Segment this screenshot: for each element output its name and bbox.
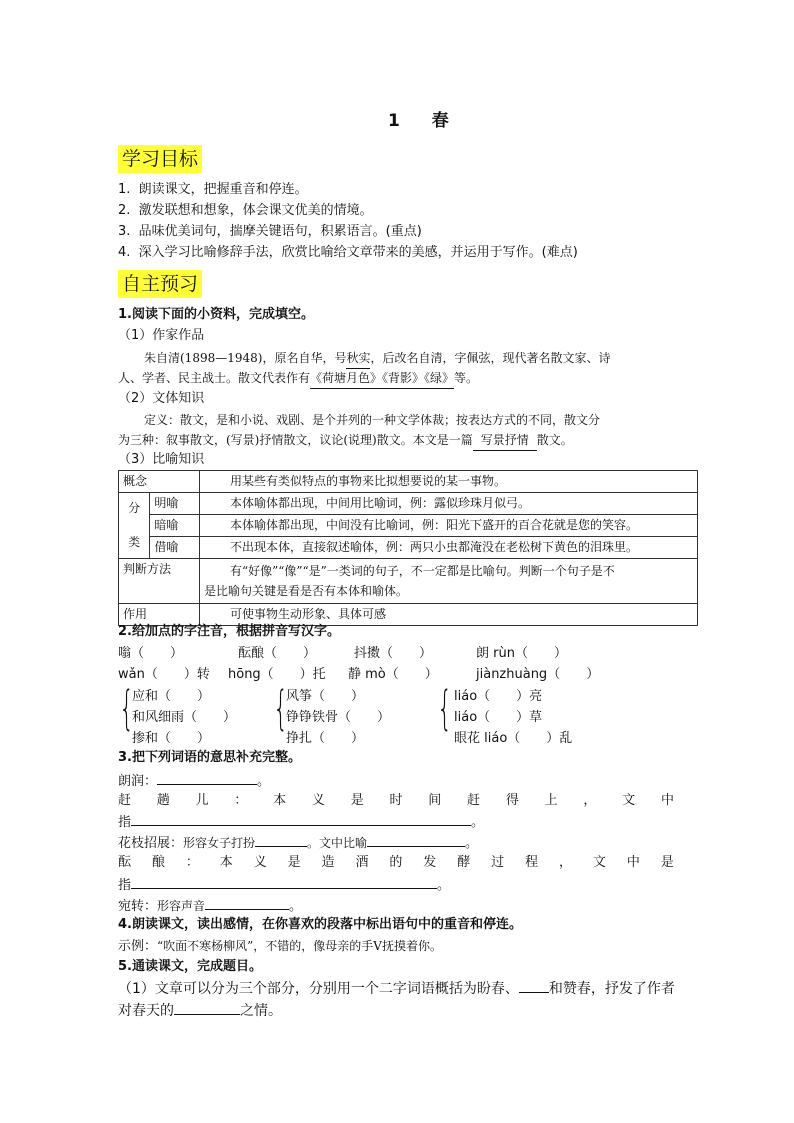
question-1-title: 1.阅读下面的小资料，完成填空。 [118,307,314,322]
pinyin-item: 嗡（ ） [118,646,184,661]
question-2-title: 2.给加点的字注音，根据拼音写汉字。 [118,624,340,639]
author-text-line1: 朱自清(1898—1948)，原名自华，号秋实，后改名自清，字佩弦，现代著名散文家、诗 [144,348,610,369]
answer-blank[interactable] [131,811,471,826]
answer-blank[interactable] [174,1000,240,1015]
polyphone-item: 掺和（ ） [132,731,211,746]
answer-blank[interactable] [157,770,257,785]
pinyin-item: 静 mò（ ） [348,667,438,682]
vocab-yunniang-line2: 指 。 [118,874,450,896]
answer-blank[interactable] [255,832,307,847]
pinyin-row-1 [118,644,567,664]
pinyin-item: 酝酿（ ） [238,646,317,661]
table-row [119,559,698,604]
table-label-an: 暗喻 [150,515,200,537]
goal-item: 2. 激发联想和想象，体会课文优美的情境。 [118,203,373,218]
question-4-title: 4.朗读课文，读出感情，在你喜欢的段落中标出语句中的重音和停连。 [118,917,522,932]
goal-item: 3. 品味优美词句，揣摩关键语句，积累语言。(重点) [118,224,422,239]
polyphone-item: 应和（ ） [132,689,211,704]
subheading-genre: （2）文体知识 [118,391,205,406]
answer-blank[interactable] [205,895,289,910]
polyphone-item: 挣扎（ ） [286,731,365,746]
vocab-ganqu-line1: 赶 趟 儿 ： 本 义 是 时 间 赶 得 上 ， 文 中 [118,793,674,808]
table-label-ming: 明喻 [150,493,200,515]
q5-line1: （1）文章可以分为三个部分，分别用一个二字词语概括为盼春、 和赞春，抒发了作者 [118,978,675,999]
section-heading-goals: 学习目标 [118,145,202,173]
table-cell: 本体喻体都出现，中间没有比喻词，例：阳光下盛开的百合花就是您的笑容。 [200,515,698,537]
brace-icon: { [119,681,134,735]
table-cell: 本体喻体都出现，中间用比喻词，例：露似珍珠月似弓。 [200,493,698,515]
table-cell: 有“好像”“像”“是”一类词的句子，不一定都是比喻句。判断一个句子是不 是比喻句关键是看是否有本体和喻体。 [200,559,698,604]
vocab-ganqu-line2: 指 。 [118,811,484,833]
polyphone-item: liáo（ ）草 [454,710,543,725]
example-line: 示例：“吹面不寒杨柳风”，不错的，像母亲的手Ⅴ抚摸着你。 [118,939,442,954]
page-title [388,106,451,131]
polyphone-item: 铮铮铁骨（ ） [286,710,391,725]
table-cell: 不出现本体，直接叙述喻体，例：两只小虫都淹没在老松树下黄色的泪珠里。 [200,537,698,559]
polyphone-item: 和风细雨（ ） [132,710,237,725]
table-label-concept: 概念 [119,471,200,493]
lesson-number: 1 [388,111,402,131]
table-row [119,493,698,515]
lesson-title: 春 [431,111,451,131]
polyphone-group-1 [132,686,236,749]
goal-item: 4. 深入学习比喻修辞手法，欣赏比喻给文章带来的美感，并运用于写作。(难点) [118,245,578,260]
subheading-metaphor: （3）比喻知识 [118,452,205,467]
table-label-jie: 借喻 [150,537,200,559]
vocab-langrun: 朗润： 。 [118,770,270,792]
vocab-yunniang-line1: 酝 酿 ： 本 义 是 造 酒 的 发 酵 过 程 ， 文 中 是 [118,855,674,870]
q5-line2: 对春天的 之情。 [118,1000,282,1021]
polyphone-item: liáo（ ）亮 [454,689,543,704]
question-3-title: 3.把下列词语的意思补充完整。 [118,750,301,765]
answer-blank[interactable] [519,978,549,993]
genre-text-line1: 定义：散文，是和小说、戏剧、是个并列的一种文学体裁；按表达方式的不同，散文分 [144,413,601,427]
pinyin-row-2 [118,665,599,685]
table-row [119,471,698,493]
pinyin-item: hōng（ ）托 [228,667,326,682]
polyphone-item: 风筝（ ） [286,689,365,704]
answer-blank[interactable] [367,832,465,847]
goal-item: 1. 朗读课文，把握重音和停连。 [118,182,308,197]
brace-icon: { [437,681,452,735]
polyphone-group-2 [286,686,390,749]
table-cell: 可使事物生动形象、具体可感 [200,604,698,626]
brace-icon: { [273,681,288,735]
author-text-line2: 人、学者、民主战士。散文代表作有《荷塘月色》《背影》《绿》等。 [118,368,478,389]
table-cell: 用某些有类似特点的事物来比拟想要说的某一事物。 [200,471,698,493]
pinyin-item: wǎn（ ）转 [118,667,210,682]
pinyin-item: 抖擞（ ） [354,646,433,661]
polyphone-item: 眼花 liáo（ ）乱 [454,731,573,746]
vocab-wanzhuan: 宛转：形容声音 。 [118,895,302,917]
table-label-use: 作用 [119,604,200,626]
table-label-judge: 判断方法 [119,559,200,604]
table-row [119,515,698,537]
table-row [119,537,698,559]
pinyin-item: jiànzhuàng（ ） [476,667,600,682]
subheading-author: （1）作家作品 [118,328,205,343]
question-5-title: 5.通读课文，完成题目。 [118,959,262,974]
answer-blank[interactable] [131,874,437,889]
section-heading-preview: 自主预习 [118,270,202,298]
table-label-class: 分 类 [119,493,150,559]
genre-text-line2: 为三种：叙事散文，(写景)抒情散文，议论(说理)散文。本文是一篇 写景抒情 散文。 [118,430,573,451]
metaphor-table [118,470,698,626]
pinyin-item: 朗 rùn（ ） [476,646,567,661]
polyphone-group-3 [454,686,572,749]
vocab-huazhi: 花枝招展：形容女子打扮 。文中比喻 。 [118,832,478,854]
